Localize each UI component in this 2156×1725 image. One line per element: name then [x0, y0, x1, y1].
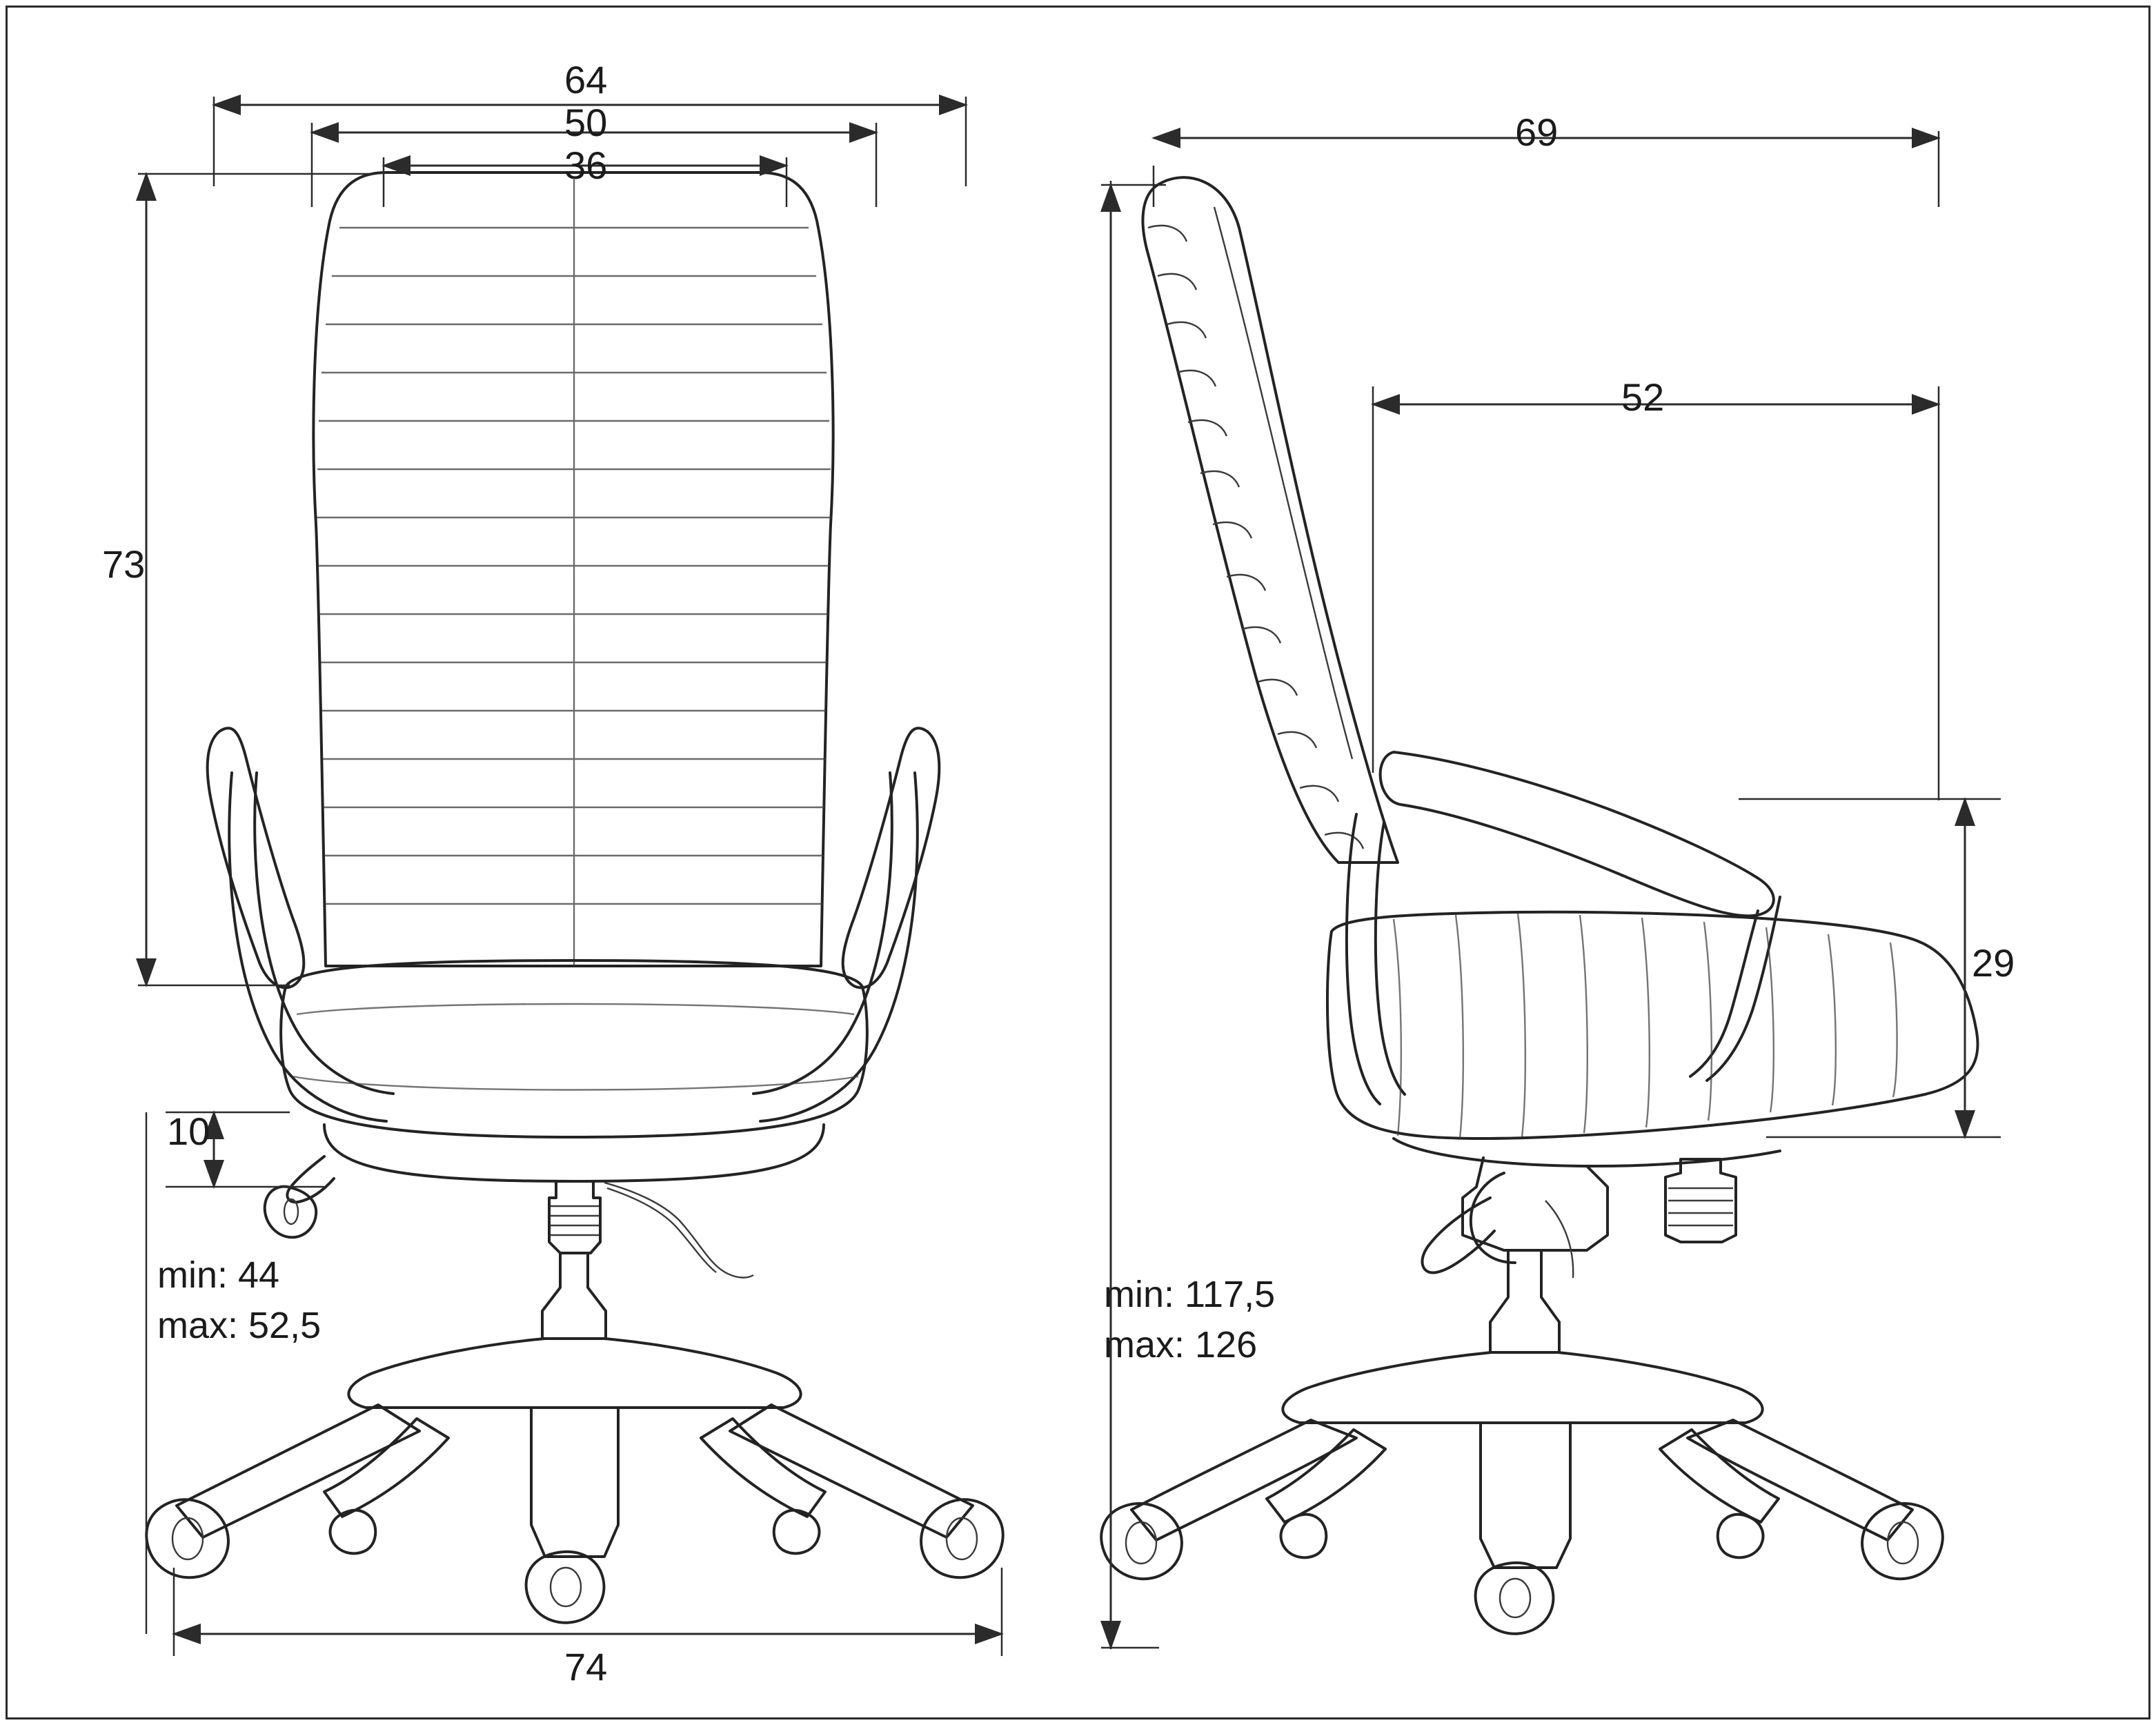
dim-label-side-seat-depth: 52 — [1621, 375, 1665, 419]
front-view-chair — [146, 172, 1002, 1623]
caster-left — [146, 1499, 228, 1577]
dim-label-front-back-height: 73 — [102, 542, 146, 586]
dim-label-front-width-outer: 64 — [564, 58, 608, 101]
caster-side-center — [1476, 1563, 1554, 1634]
seat-height-range — [157, 1250, 321, 1351]
caster-center — [526, 1552, 604, 1623]
side-view-chair — [1101, 177, 1977, 1634]
dim-label-front-base-width: 74 — [564, 1645, 608, 1688]
dim-label-front-seat-thickness: 10 — [167, 1110, 210, 1153]
caster-side-right — [1862, 1504, 1943, 1579]
dim-label-front-width-inner: 36 — [564, 144, 608, 187]
seat-height-min: min: 44 — [157, 1254, 280, 1296]
front-view-dimensions — [138, 97, 1002, 1656]
caster-side-left — [1101, 1504, 1182, 1579]
dim-label-front-width-mid: 50 — [564, 101, 608, 144]
dim-label-side-armrest-height: 29 — [1972, 941, 2015, 985]
total-height-range — [1104, 1270, 1275, 1370]
seat-height-max: max: 52,5 — [157, 1304, 322, 1346]
dim-label-side-depth-overall: 69 — [1515, 110, 1559, 154]
total-height-min: min: 117,5 — [1104, 1274, 1276, 1315]
total-height-max: max: 126 — [1104, 1323, 1258, 1366]
caster-right — [921, 1499, 1003, 1577]
